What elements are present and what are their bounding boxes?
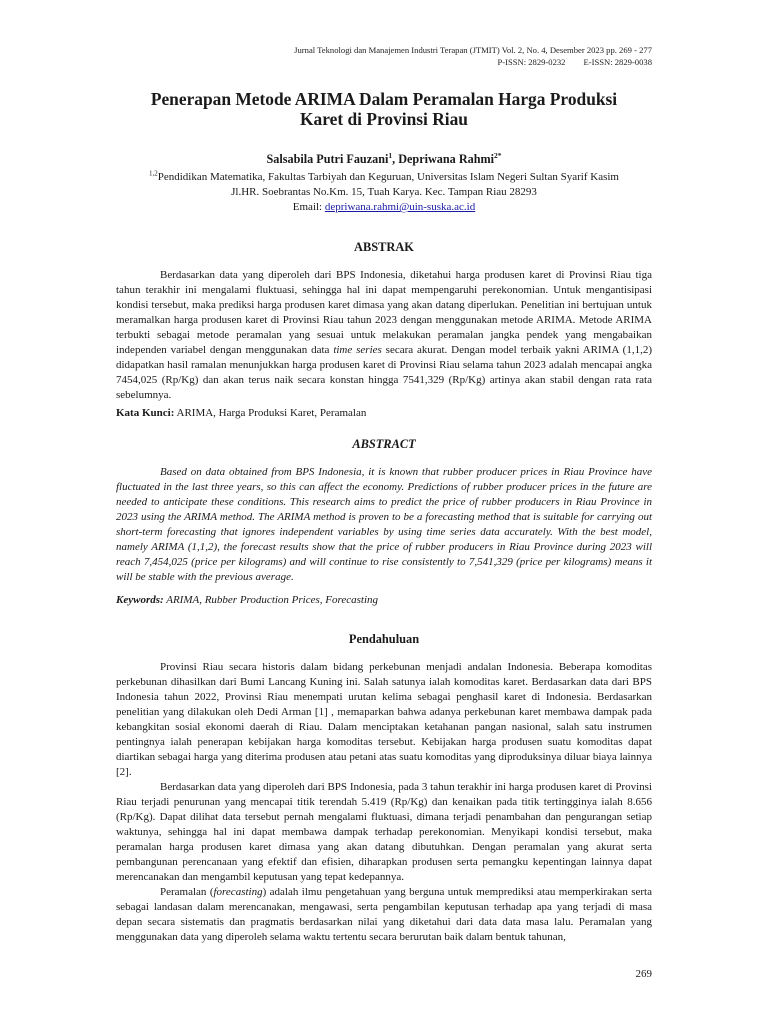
keywords-label: Keywords: <box>116 594 164 606</box>
e-issn: E-ISSN: 2829-0038 <box>583 57 652 67</box>
author-2-sup: 2* <box>494 150 502 160</box>
email-link[interactable]: depriwana.rahmi@uin-suska.ac.id <box>324 201 476 213</box>
kata-kunci-text: ARIMA, Harga Produksi Karet, Peramalan <box>174 407 367 419</box>
pendahuluan-paragraph-1: Provinsi Riau secara historis dalam bidang perkebunan menjadi andalan Indonesia. Beberapa komoditas perkebunan dihasilkan dari Bumi Lancang Kuning ini. Salah satunya ialah komoditas karet. Berdasarkan data dari BPS Indonesia tahun 2022, Provinsi Riau menempati urutan kelima sebagai penghasil karet di Indonesia. Berdasarkan penelitian yang dilakukan oleh Dedi Arman [1] , memaparkan bahwa adanya perkebunan karet membawa dampak pada kebangkitan sosial ekonomi daerah di Riau. Dalam menciptakan ketahanan pangan nasional, salah satu instrumen pentingnya ialah penerapan kebijakan harga komoditas tersebut. Kebijakan harga produsen suatu komoditas dapat diartikan sebagai harga yang diterima produsen atau petani atas suatu komoditas yang diproduksinya diluar biaya lainnya [2]. <box>116 661 652 778</box>
journal-line: Jurnal Teknologi dan Manajemen Industri Terapan (JTMIT) Vol. 2, No. 4, Desember 2023 pp. 269 - 277 <box>294 45 652 55</box>
abstrak-text-2: secara akurat. Dengan model terbaik yakni ARIMA (1,1,2) didapatkan hasil ramalan menunjukkan harga produsen karet di Provinsi Riau selama tahun 2023 adalah mencapai angka 7454,025 (Rp/Kg) dan akan terus naik secara konstan hingga 7541,329 (Rp/Kg) artinya akan stabil dengan rata rata sebelumnya. <box>116 344 652 401</box>
author-list <box>116 152 652 166</box>
author-1-sup: 1 <box>388 150 393 160</box>
p3-italic-term: forecasting <box>213 886 263 898</box>
pendahuluan-body <box>116 660 652 945</box>
affiliation-line-2: Jl.HR. Soebrantas No.Km. 15, Tuah Karya. Kec. Tampan Riau 28293 <box>231 186 537 198</box>
kata-kunci-label: Kata Kunci: <box>116 407 175 419</box>
author-separator: , <box>392 152 399 166</box>
pendahuluan-paragraph-3 <box>116 885 652 945</box>
keywords-text: ARIMA, Rubber Production Prices, Forecasting <box>163 594 379 606</box>
affiliation-line-1 <box>116 170 652 185</box>
abstrak-paragraph <box>116 268 652 403</box>
author-1-name: Salsabila Putri Fauzani <box>266 152 389 166</box>
kata-kunci <box>116 406 652 421</box>
p-issn: P-ISSN: 2829-0232 <box>497 57 566 67</box>
paper-title <box>116 89 652 129</box>
abstrak-italic-term: time series <box>333 344 382 356</box>
p3-text-1: Peramalan ( <box>160 886 214 898</box>
abstrak-text-1: Berdasarkan data yang diperoleh dari BPS Indonesia, diketahui harga produsen karet di Provinsi Riau tiga tahun terakhir ini mengalami fluktuasi, sehingga hal ini dapat mempengaruhi perekonomian. Untuk mengantisipasi kondisi tersebut, maka prediksi harga produsen karet dimasa yang akan datang diperlukan. Penelitian ini bertujuan untuk meramalkan harga produsen karet di Provinsi Riau tahun 2023 dengan menggunakan metode ARIMA. Metode ARIMA terbukti sebagai metode peramalan yang sesuai untuk melakukan peramalan jangka pendek yang mengabaikan independen variabel dengan menggunakan data <box>116 269 652 356</box>
abstract-paragraph: Based on data obtained from BPS Indonesia, it is known that rubber producer prices in Riau Province have fluctuated in the last three years, so this can affect the economy. Predictions of rubber producer prices in the future are needed to anticipate these conditions. This research aims to predict the price of rubber producers in Riau Province in 2023 using the ARIMA method. The ARIMA method is proven to be a forecasting method that is suitable for carrying out short-term forecasting that ignores independent variables by using time series data accurately. With the best model, namely ARIMA (1,1,2), the forecast results show that the price of rubber producers in Riau Province during 2023 will reach 7,454,025 (price per kilograms) and will continue to rise consistently to 7,541,329 (price per kilograms) means it will be stable with the previous average. <box>116 466 652 583</box>
p3-text-2: ) adalah ilmu pengetahuan yang berguna untuk memprediksi atau memperkirakan serta sebagai landasan dalam merencanakan, mengawasi, serta pengambilan keputusan terhadap apa yang terjadi di masa depan secara sistematis dan pragmatis berdasarkan nilai yang diketahui dari data data masa lalu. Peramalan yang menggunakan data yang diperoleh selama waktu tertentu secara berurutan baik dalam bentuk tahunan, <box>116 886 652 943</box>
affiliation-text: Pendidikan Matematika, Fakultas Tarbiyah dan Keguruan, Universitas Islam Negeri Sultan Syarif Kasim <box>157 171 619 183</box>
journal-header <box>132 44 652 68</box>
email-line <box>116 200 652 215</box>
abstract-heading: ABSTRACT <box>352 437 416 451</box>
title-line-1: Penerapan Metode ARIMA Dalam Peramalan Harga Produksi <box>150 89 618 109</box>
keywords <box>116 593 652 608</box>
page-number: 269 <box>635 968 652 980</box>
email-label: Email: <box>292 201 325 213</box>
issn-line <box>132 56 652 68</box>
abstrak-heading: ABSTRAK <box>354 240 414 254</box>
title-line-2: Karet di Provinsi Riau <box>300 109 468 129</box>
pendahuluan-paragraph-2: Berdasarkan data yang diperoleh dari BPS Indonesia, pada 3 tahun terakhir ini harga produsen karet di Provinsi Riau terjadi penurunan yang mencapai titik terendah 5.419 (Rp/Kg) dan kenaikan pada titik tertingginya ialah 8.656 (Rp/Kg). Dapat dilihat data tersebut pernah mengalami fluktuasi, dimana terjadi penambahan dan pengurangan setiap waktunya, sehingga hal ini dapat membawa dampak terhadap perekonomian. Menyikapi kondisi tersebut, maka peramalan harga produsen karet dimasa yang akan datang dibutuhkan. Dengan peramalan yang akurat serta pembangunan perencanaan yang efektif dan efisien, diharapkan produsen serta pemangku kepentingan lainnya dapat merencanakan dan mengambil keputusan yang tepat kedepannya. <box>116 781 652 883</box>
affiliation-sup: 1,2 <box>149 169 158 178</box>
affiliation <box>116 170 652 215</box>
pendahuluan-heading: Pendahuluan <box>348 632 420 646</box>
author-2-name: Depriwana Rahmi <box>398 152 495 166</box>
